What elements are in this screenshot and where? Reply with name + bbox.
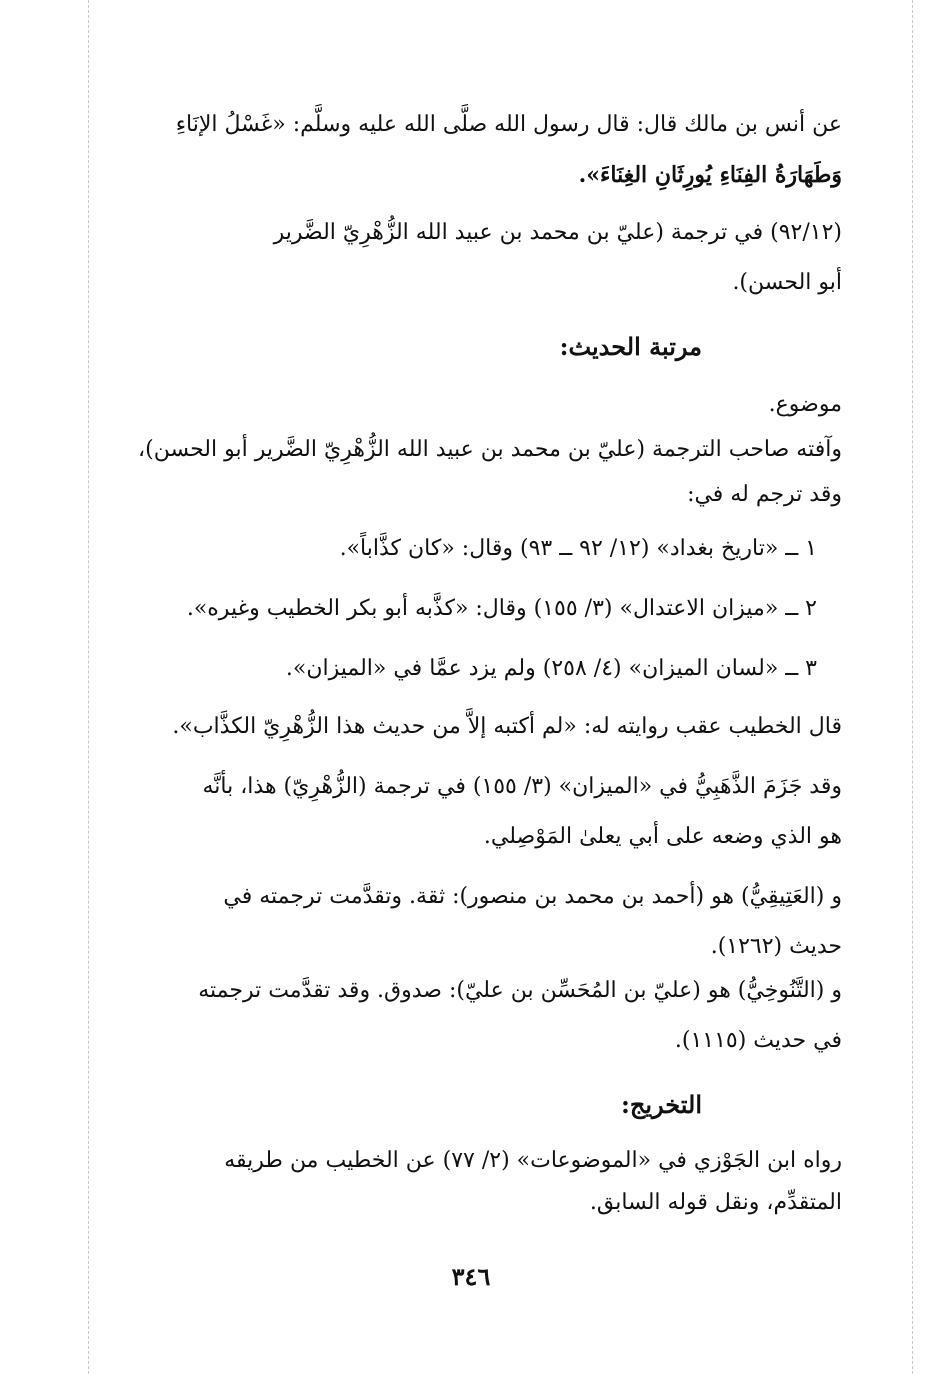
khatib-quote: قال الخطيب عقب روايته له: «لم أكتبه إلاَّ من حديث هذا الزُّهْرِيّ الكذَّاب».	[172, 714, 842, 739]
tanukhi-line-2: في حديث (١١١٥).	[674, 1028, 842, 1053]
verdict-text: موضوع.	[768, 392, 842, 417]
page-number: ٣٤٦	[451, 1262, 491, 1291]
intro-line-1: وآفته صاحب الترجمة (عليّ بن محمد بن عبيد الله الزُّهْرِيّ الضَّرير أبو الحسن)،	[138, 437, 842, 462]
section-heading-takhrij: التخريج:	[621, 1090, 702, 1119]
left-page-edge	[88, 0, 89, 1374]
reference-line-2: أبو الحسن).	[732, 270, 842, 295]
hadith-text-line-2: وَطَهَارَةُ الفِنَاءِ يُورِثَانِ الغِنَاءَ».	[578, 162, 842, 188]
ateeqi-line-2: حديث (١٢٦٢).	[710, 934, 842, 959]
reference-line-1: (٩٢/١٢) في ترجمة (عليّ بن محمد بن عبيد الله الزُّهْرِيّ الضَّرير	[273, 220, 842, 245]
list-item: ٢ ــ «ميزان الاعتدال» (٣/ ١٥٥) وقال: «كذَّبه أبو بكر الخطيب وغيره».	[186, 596, 817, 621]
hadith-text-line-1: عن أنس بن مالك قال: قال رسول الله صلَّى الله عليه وسلَّم: «غَسْلُ الإنَاءِ	[175, 112, 842, 137]
dhahabi-line-2: هو الذي وضعه على أبي يعلىٰ المَوْصِلي.	[483, 824, 842, 849]
takhrij-line-1: رواه ابن الجَوْزي في «الموضوعات» (٢/ ٧٧) عن الخطيب من طريقه	[224, 1148, 842, 1173]
section-heading-status: مرتبة الحديث:	[559, 332, 702, 361]
intro-line-2: وقد ترجم له في:	[687, 482, 842, 507]
takhrij-line-2: المتقدِّم، ونقل قوله السابق.	[589, 1190, 842, 1215]
list-item: ١ ــ «تاريخ بغداد» (١٢/ ٩٢ ــ ٩٣) وقال: «كان كذَّاباً».	[339, 536, 817, 561]
dhahabi-line-1: وقد جَزَمَ الذَّهَبِيُّ في «الميزان» (٣/ ١٥٥) في ترجمة (الزُّهْرِيّ) هذا، بأنَّه	[202, 774, 842, 799]
list-item: ٣ ــ «لسان الميزان» (٤/ ٢٥٨) ولم يزد عمَّا في «الميزان».	[285, 656, 817, 681]
ateeqi-line-1: و (العَتِيقِيُّ) هو (أحمد بن محمد بن منصور): ثقة. وتقدَّمت ترجمته في	[223, 884, 842, 909]
tanukhi-line-1: و (التَّنُوخِيُّ) هو (عليّ بن المُحَسِّن بن عليّ): صدوق. وقد تقدَّمت ترجمته	[198, 978, 842, 1003]
right-page-edge	[912, 0, 913, 1374]
